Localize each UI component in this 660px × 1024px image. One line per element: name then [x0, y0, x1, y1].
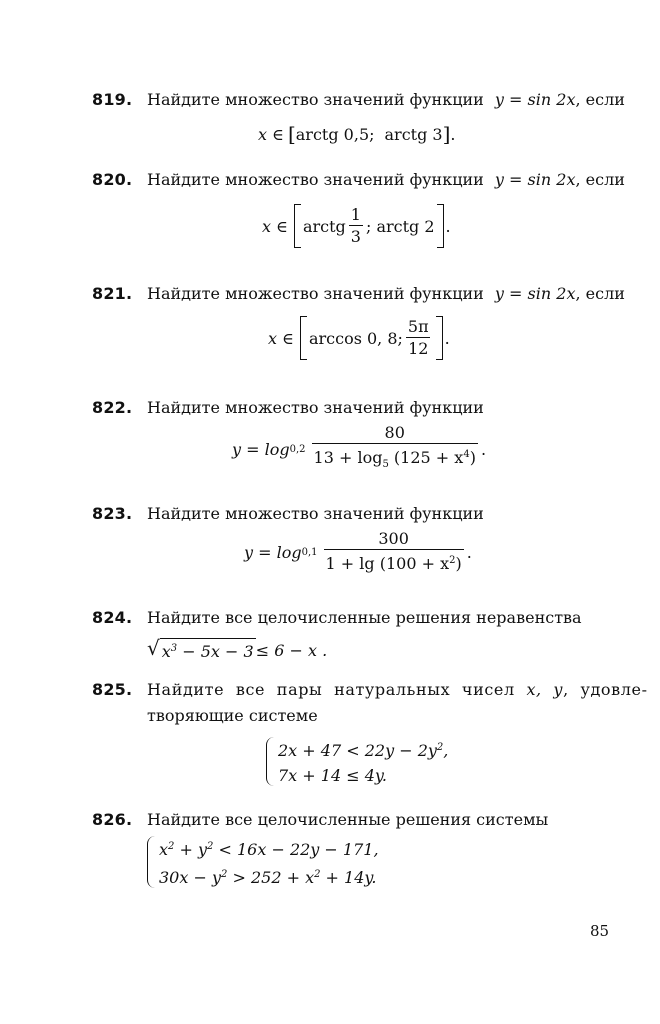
fraction: $\frac{300}{1 + \lg (100 + x^2)}$ — [325, 529, 462, 573]
fraction: $\frac{1}{3}$ — [350, 204, 361, 246]
problem-text: Найдите множество значений функции y = sin 2x, если — [147, 284, 625, 303]
system-brace — [147, 836, 156, 888]
domain-formula: x ∈ [ arctg 0,5; arctg 3 ] . — [258, 122, 456, 146]
inequality-formula: √ $x^3 - 5x - 3$ ≤ 6 − x . — [147, 636, 328, 661]
function-expr: y = sin 2x — [494, 284, 576, 303]
problem-text: Найдите множество значений функции — [147, 504, 484, 523]
domain-formula: x ∈ arctg $\frac{1}{3}$ ; arctg 2 . — [262, 204, 451, 248]
problem-number: 826. — [92, 810, 133, 829]
problem-text-line2: творяющие системе — [147, 706, 318, 725]
right-bracket — [437, 204, 444, 248]
problem-number: 822. — [92, 398, 133, 417]
right-bracket — [436, 316, 443, 360]
left-bracket — [300, 316, 307, 360]
problem-number: 824. — [92, 608, 133, 627]
problem-text: Найдите множество значений функции y = sin 2x, если — [147, 170, 625, 189]
problem-number: 825. — [92, 680, 133, 699]
function-expr: y = sin 2x — [494, 170, 576, 189]
function-expr: y = sin 2x — [494, 90, 576, 109]
problem-number: 821. — [92, 284, 133, 303]
left-bracket — [294, 204, 301, 248]
fraction: $\frac{5\pi}{12}$ — [407, 316, 429, 358]
function-formula: y = log 0,2 $\frac{80}{13 + \log_5 (125 + x^4)}$ . — [232, 424, 486, 475]
problem-number: 819. — [92, 90, 133, 109]
domain-formula: x ∈ arccos 0, 8; $\frac{5\pi}{12}$ . — [268, 316, 450, 360]
problem-text: Найдите все целочисленные решения неравенства — [147, 608, 582, 627]
problem-text: Найдите множество значений функции y = sin 2x, если — [147, 90, 625, 109]
problem-text: Найдите множество значений функции — [147, 398, 484, 417]
problem-text: Найдите все пары натуральных чисел x, y, удовле- — [147, 680, 648, 699]
problem-text: Найдите все целочисленные решения системы — [147, 810, 549, 829]
system-of-inequalities: $2x + 47 < 22y - 2y^2$, 7x + 14 ≤ 4y. — [266, 735, 448, 788]
problem-number: 820. — [92, 170, 133, 189]
system-brace — [266, 737, 275, 786]
system-of-inequalities: $x^2 + y^2 < 16x - 22y - 171$, $30x - y^2 > 252 + x^2 + 14y$. — [147, 834, 379, 890]
page-number: 85 — [590, 922, 610, 940]
problem-number: 823. — [92, 504, 133, 523]
fraction: $\frac{80}{13 + \log_5 (125 + x^4)}$ — [312, 424, 478, 475]
function-formula: y = log 0,1 $\frac{300}{1 + \lg (100 + x^2)}$ . — [244, 529, 472, 573]
square-root: √ $x^3 - 5x - 3$ — [147, 636, 254, 661]
